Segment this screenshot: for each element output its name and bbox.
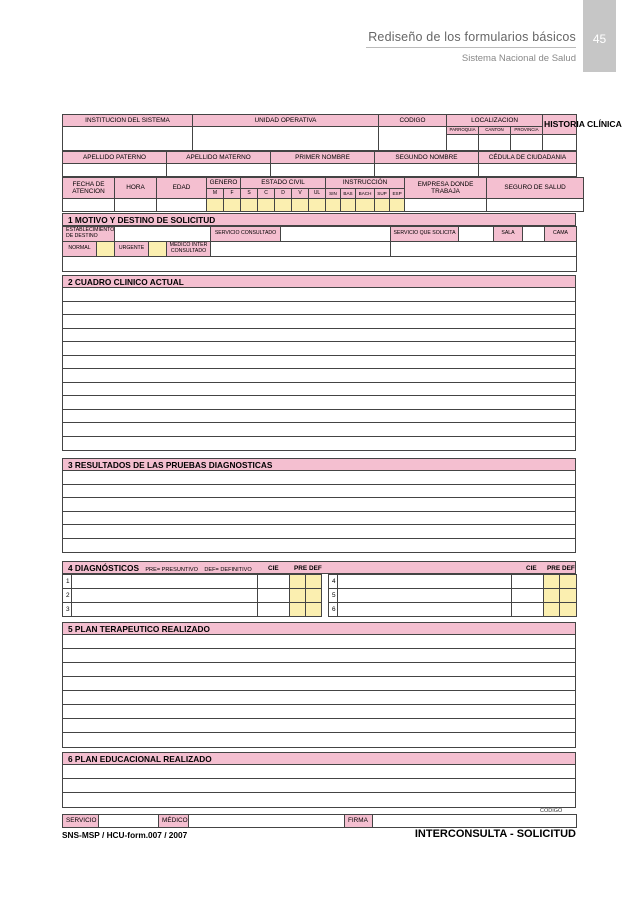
urgente-checkbox[interactable] bbox=[149, 242, 167, 257]
names-table bbox=[62, 151, 577, 177]
provincia-field[interactable] bbox=[511, 135, 543, 151]
instr-bach-checkbox[interactable] bbox=[356, 199, 375, 212]
establecimiento-label: ESTABLECIMIENTO DE DESTINO bbox=[63, 227, 115, 242]
diag-num-6: 6 bbox=[329, 603, 338, 617]
institucion-label: INSTITUCION DEL SISTEMA bbox=[63, 115, 193, 127]
medico-field[interactable] bbox=[211, 242, 391, 257]
diag-pre-5[interactable] bbox=[544, 589, 560, 603]
estado-v-label: V bbox=[292, 189, 309, 199]
hora-field[interactable] bbox=[115, 199, 157, 212]
estado-c-checkbox[interactable] bbox=[258, 199, 275, 212]
section-motivo bbox=[62, 226, 576, 272]
genero-m-checkbox[interactable] bbox=[207, 199, 224, 212]
parroquia-label: PARROQUIA bbox=[447, 127, 479, 135]
sala-field[interactable] bbox=[523, 227, 545, 242]
cama-label: CAMA bbox=[545, 227, 577, 242]
estado-v-checkbox[interactable] bbox=[292, 199, 309, 212]
diag-pre-4[interactable] bbox=[544, 575, 560, 589]
section-motivo-header: 1 MOTIVO Y DESTINO DE SOLICITUD bbox=[62, 213, 576, 226]
form-name: INTERCONSULTA - SOLICITUD bbox=[414, 828, 576, 840]
servicio-field[interactable] bbox=[99, 815, 159, 828]
urgente-label: URGENTE bbox=[115, 242, 149, 257]
instr-esp-checkbox[interactable] bbox=[390, 199, 405, 212]
medico-label: MEDICO INTER CONSULTADO bbox=[167, 242, 211, 257]
section-resultados-header: 3 RESULTADOS DE LAS PRUEBAS DIAGNOSTICAS bbox=[62, 458, 576, 471]
diag-cie-6[interactable] bbox=[512, 603, 544, 617]
def-note: DEF= DEFINITIVO bbox=[204, 567, 252, 573]
diag-pre-1[interactable] bbox=[290, 575, 306, 589]
diagnosticos-title: 4 DIAGNÓSTICOS bbox=[68, 563, 139, 573]
localizacion-label: LOCALIZACION bbox=[447, 115, 543, 127]
page-header-title: Rediseño de los formularios básicos bbox=[368, 30, 576, 44]
diag-num-2: 2 bbox=[63, 589, 72, 603]
estado-ul-label: UL bbox=[309, 189, 326, 199]
normal-checkbox[interactable] bbox=[97, 242, 115, 257]
unidad-field[interactable] bbox=[193, 127, 379, 151]
signature-block bbox=[62, 814, 576, 828]
genero-m-label: M bbox=[207, 189, 224, 199]
apellido-paterno-field[interactable] bbox=[63, 164, 167, 177]
estado-s-checkbox[interactable] bbox=[241, 199, 258, 212]
seguro-label: SEGURO DE SALUD bbox=[487, 178, 584, 199]
diag-cie-4[interactable] bbox=[512, 575, 544, 589]
def-label-right: DEF bbox=[562, 565, 575, 572]
instr-sin-label: SIN bbox=[326, 189, 341, 199]
codigo-footer-label: CODIGO bbox=[540, 808, 563, 814]
diag-pre-2[interactable] bbox=[290, 589, 306, 603]
signature-table bbox=[62, 814, 577, 828]
estado-c-label: C bbox=[258, 189, 275, 199]
page-header-subtitle: Sistema Nacional de Salud bbox=[461, 53, 576, 64]
pre-label-left: PRE bbox=[294, 565, 308, 572]
servicio-consultado-label: SERVICIO CONSULTADO bbox=[211, 227, 281, 242]
seguro-field[interactable] bbox=[487, 199, 584, 212]
plan-educacional-lines[interactable] bbox=[62, 765, 576, 808]
diag-def-3[interactable] bbox=[306, 603, 322, 617]
instr-bas-checkbox[interactable] bbox=[341, 199, 356, 212]
apellido-materno-field[interactable] bbox=[167, 164, 271, 177]
section-cuadro-header: 2 CUADRO CLINICO ACTUAL bbox=[62, 275, 576, 288]
diag-field-2[interactable] bbox=[72, 589, 258, 603]
diag-pre-3[interactable] bbox=[290, 603, 306, 617]
diag-num-4: 4 bbox=[329, 575, 338, 589]
motivo-line-field[interactable] bbox=[63, 257, 577, 272]
cuadro-clinico-lines[interactable] bbox=[62, 288, 576, 451]
cie-label-right: CIE bbox=[526, 565, 537, 572]
header-divider bbox=[366, 47, 576, 48]
hora-label: HORA bbox=[115, 178, 157, 199]
segundo-nombre-label: SEGUNDO NOMBRE bbox=[375, 152, 479, 164]
firma-label: FIRMA bbox=[345, 815, 373, 828]
pre-note: PRE= PRESUNTIVO bbox=[145, 567, 198, 573]
canton-label: CANTON bbox=[479, 127, 511, 135]
institucion-field[interactable] bbox=[63, 127, 193, 151]
segundo-nombre-field[interactable] bbox=[375, 164, 479, 177]
sala-label: SALA bbox=[494, 227, 523, 242]
servicio-solicita-field[interactable] bbox=[459, 227, 494, 242]
instr-sin-checkbox[interactable] bbox=[326, 199, 341, 212]
diagnosticos-table-wrap bbox=[62, 574, 576, 617]
diagnosticos-table bbox=[62, 574, 577, 617]
diag-def-2[interactable] bbox=[306, 589, 322, 603]
parroquia-field[interactable] bbox=[447, 135, 479, 151]
normal-label: NORMAL bbox=[63, 242, 97, 257]
def-label-left: DEF bbox=[309, 565, 322, 572]
diag-field-4[interactable] bbox=[338, 575, 512, 589]
motivo-extra-field[interactable] bbox=[391, 242, 577, 257]
diag-def-6[interactable] bbox=[560, 603, 577, 617]
diag-field-5[interactable] bbox=[338, 589, 512, 603]
empresa-field[interactable] bbox=[405, 199, 487, 212]
cedula-label: CÉDULA DE CIUDADANIA bbox=[479, 152, 577, 164]
section-plan-educacional-header: 6 PLAN EDUCACIONAL REALIZADO bbox=[62, 752, 576, 765]
diag-def-5[interactable] bbox=[560, 589, 577, 603]
genero-f-label: F bbox=[224, 189, 241, 199]
diag-cie-3[interactable] bbox=[258, 603, 290, 617]
estado-civil-label: ESTADO CIVIL bbox=[241, 178, 326, 189]
fecha-field[interactable] bbox=[63, 199, 115, 212]
plan-terapeutico-lines[interactable] bbox=[62, 635, 576, 748]
historia-field[interactable] bbox=[543, 135, 577, 151]
diag-field-6[interactable] bbox=[338, 603, 512, 617]
estado-s-label: S bbox=[241, 189, 258, 199]
page-number: 45 bbox=[583, 0, 616, 72]
diag-field-3[interactable] bbox=[72, 603, 258, 617]
servicio-solicita-label: SERVICIO QUE SOLICITA bbox=[391, 227, 459, 242]
instr-bas-label: BAS bbox=[341, 189, 356, 199]
edad-label: EDAD bbox=[157, 178, 207, 199]
diag-field-1[interactable] bbox=[72, 575, 258, 589]
medico-footer-field[interactable] bbox=[189, 815, 345, 828]
demographics-table bbox=[62, 177, 584, 212]
genero-label: GENERO bbox=[207, 178, 241, 189]
edad-field[interactable] bbox=[157, 199, 207, 212]
codigo-field[interactable] bbox=[379, 127, 447, 151]
institution-table bbox=[62, 114, 622, 151]
diag-num-3: 3 bbox=[63, 603, 72, 617]
canton-field[interactable] bbox=[479, 135, 511, 151]
instr-esp-label: ESP bbox=[390, 189, 405, 199]
section-diagnosticos-header bbox=[62, 561, 576, 574]
provincia-label: PROVINCIA bbox=[511, 127, 543, 135]
servicio-consultado-field[interactable] bbox=[281, 227, 391, 242]
empresa-label: EMPRESA DONDE TRABAJA bbox=[405, 178, 487, 199]
apellido-materno-label: APELLIDO MATERNO bbox=[167, 152, 271, 164]
cie-label-left: CIE bbox=[268, 565, 279, 572]
estado-d-checkbox[interactable] bbox=[275, 199, 292, 212]
fecha-label: FECHA DE ATENCION bbox=[63, 178, 115, 199]
establecimiento-field[interactable] bbox=[115, 227, 211, 242]
genero-f-checkbox[interactable] bbox=[224, 199, 241, 212]
instr-sup-label: SUP bbox=[375, 189, 390, 199]
instruccion-label: INSTRUCCIÓN bbox=[326, 178, 405, 189]
codigo-label: CODIGO bbox=[379, 115, 447, 127]
section-plan-terapeutico-header: 5 PLAN TERAPEUTICO REALIZADO bbox=[62, 622, 576, 635]
servicio-label: SERVICIO bbox=[63, 815, 99, 828]
primer-nombre-field[interactable] bbox=[271, 164, 375, 177]
form-id: SNS-MSP / HCU-form.007 / 2007 bbox=[62, 830, 188, 840]
estado-d-label: D bbox=[275, 189, 292, 199]
diag-def-4[interactable] bbox=[560, 575, 577, 589]
destino-table bbox=[62, 226, 577, 272]
diag-def-1[interactable] bbox=[306, 575, 322, 589]
cedula-field[interactable] bbox=[479, 164, 577, 177]
instr-bach-label: BACH bbox=[356, 189, 375, 199]
estado-ul-checkbox[interactable] bbox=[309, 199, 326, 212]
patient-id-block bbox=[62, 114, 622, 212]
diag-pre-6[interactable] bbox=[544, 603, 560, 617]
historia-label: HISTORIA CLÍNICA bbox=[543, 115, 577, 135]
pre-label-right: PRE bbox=[547, 565, 561, 572]
medico-footer-label: MÉDICO bbox=[159, 815, 189, 828]
firma-field[interactable] bbox=[373, 815, 577, 828]
instr-sup-checkbox[interactable] bbox=[375, 199, 390, 212]
diag-num-5: 5 bbox=[329, 589, 338, 603]
diag-cie-1[interactable] bbox=[258, 575, 290, 589]
primer-nombre-label: PRIMER NOMBRE bbox=[271, 152, 375, 164]
diag-cie-2[interactable] bbox=[258, 589, 290, 603]
diag-num-1: 1 bbox=[63, 575, 72, 589]
unidad-label: UNIDAD OPERATIVA bbox=[193, 115, 379, 127]
diag-cie-5[interactable] bbox=[512, 589, 544, 603]
resultados-lines[interactable] bbox=[62, 471, 576, 553]
apellido-paterno-label: APELLIDO PATERNO bbox=[63, 152, 167, 164]
